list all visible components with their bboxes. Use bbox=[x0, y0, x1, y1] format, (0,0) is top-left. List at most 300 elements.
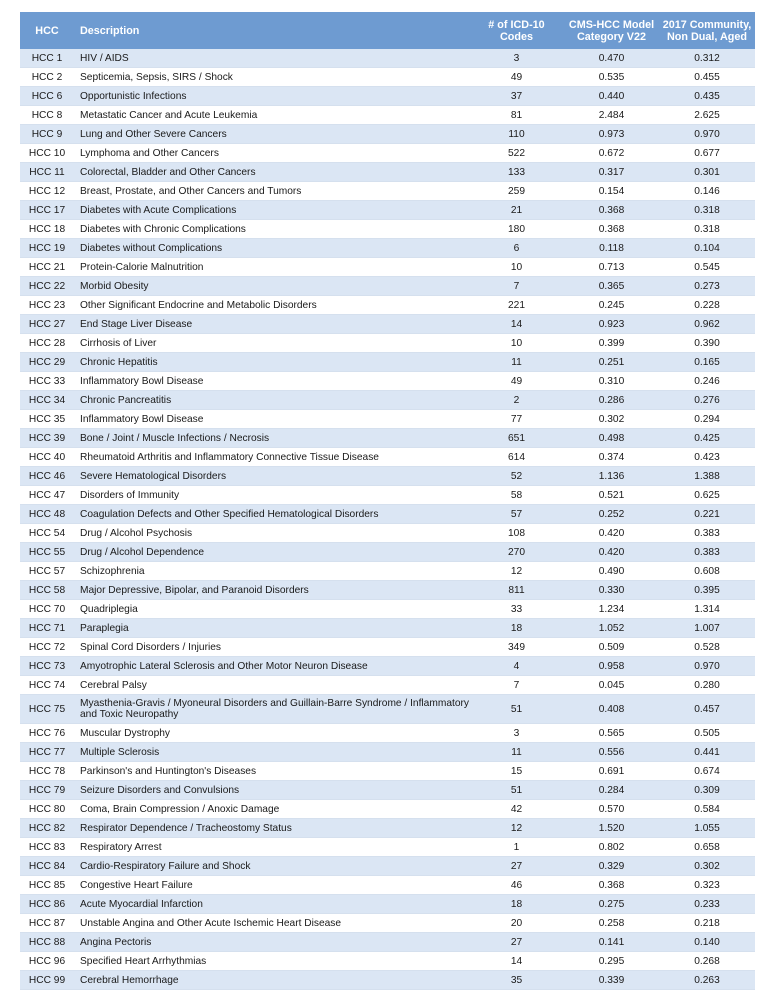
table-row bbox=[20, 914, 755, 933]
cell-2017: 0.268 bbox=[659, 952, 755, 971]
cell-icd10-codes: 522 bbox=[469, 144, 564, 163]
cell-description: Morbid Obesity bbox=[74, 277, 469, 296]
cell-2017: 0.302 bbox=[659, 857, 755, 876]
cell-2017: 0.425 bbox=[659, 429, 755, 448]
cell-icd10-codes: 15 bbox=[469, 762, 564, 781]
cell-hcc: HCC 74 bbox=[20, 676, 74, 695]
cell-description: Severe Hematological Disorders bbox=[74, 467, 469, 486]
cell-icd10-codes: 14 bbox=[469, 315, 564, 334]
cell-v22: 0.923 bbox=[564, 315, 659, 334]
cell-icd10-codes: 77 bbox=[469, 410, 564, 429]
cell-icd10-codes: 11 bbox=[469, 743, 564, 762]
table-row bbox=[20, 391, 755, 410]
cell-icd10-codes: 651 bbox=[469, 429, 564, 448]
cell-hcc: HCC 21 bbox=[20, 258, 74, 277]
cell-icd10-codes: 27 bbox=[469, 933, 564, 952]
cell-icd10-codes: 180 bbox=[469, 220, 564, 239]
cell-icd10-codes: 57 bbox=[469, 505, 564, 524]
table-row bbox=[20, 657, 755, 676]
table-body bbox=[20, 49, 755, 990]
header-2017 bbox=[659, 12, 755, 49]
cell-icd10-codes: 1 bbox=[469, 838, 564, 857]
cell-v22: 0.317 bbox=[564, 163, 659, 182]
cell-description: Lung and Other Severe Cancers bbox=[74, 125, 469, 144]
cell-v22: 0.141 bbox=[564, 933, 659, 952]
cell-description: Drug / Alcohol Dependence bbox=[74, 543, 469, 562]
cell-v22: 0.284 bbox=[564, 781, 659, 800]
table-row bbox=[20, 87, 755, 106]
cell-description: Myasthenia-Gravis / Myoneural Disorders and Guillain-Barre Syndrome / Inflammatory and Toxic Neuropathy bbox=[74, 695, 469, 724]
table-row bbox=[20, 952, 755, 971]
cell-icd10-codes: 35 bbox=[469, 971, 564, 990]
cell-icd10-codes: 2 bbox=[469, 391, 564, 410]
cell-icd10-codes: 3 bbox=[469, 724, 564, 743]
cell-v22: 0.118 bbox=[564, 239, 659, 258]
table-row bbox=[20, 258, 755, 277]
cell-v22: 0.302 bbox=[564, 410, 659, 429]
cell-2017: 0.246 bbox=[659, 372, 755, 391]
cell-2017: 0.273 bbox=[659, 277, 755, 296]
cell-v22: 0.490 bbox=[564, 562, 659, 581]
cell-hcc: HCC 11 bbox=[20, 163, 74, 182]
table-row bbox=[20, 581, 755, 600]
cell-hcc: HCC 96 bbox=[20, 952, 74, 971]
cell-description: Spinal Cord Disorders / Injuries bbox=[74, 638, 469, 657]
table-row bbox=[20, 372, 755, 391]
cell-icd10-codes: 10 bbox=[469, 334, 564, 353]
cell-icd10-codes: 10 bbox=[469, 258, 564, 277]
cell-hcc: HCC 77 bbox=[20, 743, 74, 762]
cell-2017: 0.545 bbox=[659, 258, 755, 277]
cell-hcc: HCC 27 bbox=[20, 315, 74, 334]
table-row bbox=[20, 334, 755, 353]
table-row bbox=[20, 49, 755, 68]
cell-icd10-codes: 20 bbox=[469, 914, 564, 933]
cell-hcc: HCC 18 bbox=[20, 220, 74, 239]
cell-hcc: HCC 88 bbox=[20, 933, 74, 952]
cell-2017: 0.233 bbox=[659, 895, 755, 914]
cell-v22: 1.234 bbox=[564, 600, 659, 619]
cell-v22: 0.420 bbox=[564, 524, 659, 543]
cell-2017: 0.301 bbox=[659, 163, 755, 182]
cell-description: Muscular Dystrophy bbox=[74, 724, 469, 743]
cell-icd10-codes: 27 bbox=[469, 857, 564, 876]
cell-description: Inflammatory Bowl Disease bbox=[74, 410, 469, 429]
table-row bbox=[20, 781, 755, 800]
cell-2017: 0.165 bbox=[659, 353, 755, 372]
table-row bbox=[20, 201, 755, 220]
table-row bbox=[20, 182, 755, 201]
cell-icd10-codes: 49 bbox=[469, 68, 564, 87]
table-row bbox=[20, 410, 755, 429]
cell-hcc: HCC 23 bbox=[20, 296, 74, 315]
cell-v22: 0.365 bbox=[564, 277, 659, 296]
table-row bbox=[20, 676, 755, 695]
cell-hcc: HCC 79 bbox=[20, 781, 74, 800]
cell-icd10-codes: 37 bbox=[469, 87, 564, 106]
cell-description: Breast, Prostate, and Other Cancers and Tumors bbox=[74, 182, 469, 201]
cell-description: Coma, Brain Compression / Anoxic Damage bbox=[74, 800, 469, 819]
cell-description: Bone / Joint / Muscle Infections / Necrosis bbox=[74, 429, 469, 448]
cell-v22: 0.368 bbox=[564, 201, 659, 220]
cell-2017: 0.970 bbox=[659, 657, 755, 676]
cell-description: Cardio-Respiratory Failure and Shock bbox=[74, 857, 469, 876]
cell-icd10-codes: 133 bbox=[469, 163, 564, 182]
cell-hcc: HCC 17 bbox=[20, 201, 74, 220]
table-row bbox=[20, 505, 755, 524]
cell-v22: 0.245 bbox=[564, 296, 659, 315]
table-row bbox=[20, 296, 755, 315]
cell-2017: 0.323 bbox=[659, 876, 755, 895]
cell-v22: 0.368 bbox=[564, 876, 659, 895]
cell-v22: 0.339 bbox=[564, 971, 659, 990]
cell-icd10-codes: 3 bbox=[469, 49, 564, 68]
cell-icd10-codes: 51 bbox=[469, 695, 564, 724]
cell-2017: 0.970 bbox=[659, 125, 755, 144]
header-hcc: HCC bbox=[35, 24, 59, 37]
cell-v22: 2.484 bbox=[564, 106, 659, 125]
cell-icd10-codes: 51 bbox=[469, 781, 564, 800]
cell-v22: 0.420 bbox=[564, 543, 659, 562]
cell-v22: 1.136 bbox=[564, 467, 659, 486]
cell-description: Angina Pectoris bbox=[74, 933, 469, 952]
cell-v22: 0.556 bbox=[564, 743, 659, 762]
cell-hcc: HCC 70 bbox=[20, 600, 74, 619]
cell-hcc: HCC 34 bbox=[20, 391, 74, 410]
cell-v22: 1.520 bbox=[564, 819, 659, 838]
cell-2017: 0.658 bbox=[659, 838, 755, 857]
cell-hcc: HCC 80 bbox=[20, 800, 74, 819]
cell-hcc: HCC 58 bbox=[20, 581, 74, 600]
cell-icd10-codes: 108 bbox=[469, 524, 564, 543]
table-row bbox=[20, 724, 755, 743]
cell-description: Drug / Alcohol Psychosis bbox=[74, 524, 469, 543]
cell-2017: 0.383 bbox=[659, 543, 755, 562]
cell-icd10-codes: 18 bbox=[469, 619, 564, 638]
table-row bbox=[20, 619, 755, 638]
cell-icd10-codes: 52 bbox=[469, 467, 564, 486]
cell-v22: 0.368 bbox=[564, 220, 659, 239]
cell-description: Chronic Pancreatitis bbox=[74, 391, 469, 410]
header-2017-text: 2017 Community, Non Dual, Aged bbox=[662, 18, 752, 43]
cell-description: Diabetes without Complications bbox=[74, 239, 469, 258]
cell-description: Opportunistic Infections bbox=[74, 87, 469, 106]
cell-description: Parkinson's and Huntington's Diseases bbox=[74, 762, 469, 781]
header-icd10-codes-text: # of ICD-10 Codes bbox=[488, 18, 545, 43]
cell-v22: 0.713 bbox=[564, 258, 659, 277]
cell-description: Congestive Heart Failure bbox=[74, 876, 469, 895]
cell-description: Amyotrophic Lateral Sclerosis and Other Motor Neuron Disease bbox=[74, 657, 469, 676]
cell-v22: 0.521 bbox=[564, 486, 659, 505]
cell-2017: 2.625 bbox=[659, 106, 755, 125]
cell-2017: 0.218 bbox=[659, 914, 755, 933]
table-row bbox=[20, 933, 755, 952]
cell-2017: 0.441 bbox=[659, 743, 755, 762]
cell-v22: 0.374 bbox=[564, 448, 659, 467]
cell-2017: 0.962 bbox=[659, 315, 755, 334]
cell-hcc: HCC 86 bbox=[20, 895, 74, 914]
cell-2017: 0.318 bbox=[659, 201, 755, 220]
table-header bbox=[20, 12, 755, 49]
cell-hcc: HCC 22 bbox=[20, 277, 74, 296]
hcc-table bbox=[20, 12, 755, 990]
table-row bbox=[20, 239, 755, 258]
cell-icd10-codes: 12 bbox=[469, 562, 564, 581]
cell-icd10-codes: 349 bbox=[469, 638, 564, 657]
cell-2017: 0.318 bbox=[659, 220, 755, 239]
cell-description: Chronic Hepatitis bbox=[74, 353, 469, 372]
header-description: Description bbox=[80, 24, 140, 37]
cell-hcc: HCC 10 bbox=[20, 144, 74, 163]
cell-hcc: HCC 54 bbox=[20, 524, 74, 543]
cell-2017: 0.280 bbox=[659, 676, 755, 695]
cell-2017: 0.608 bbox=[659, 562, 755, 581]
cell-icd10-codes: 221 bbox=[469, 296, 564, 315]
cell-description: Diabetes with Acute Complications bbox=[74, 201, 469, 220]
header-v22 bbox=[564, 12, 659, 49]
cell-2017: 0.390 bbox=[659, 334, 755, 353]
cell-description: Paraplegia bbox=[74, 619, 469, 638]
cell-v22: 0.408 bbox=[564, 695, 659, 724]
cell-v22: 0.565 bbox=[564, 724, 659, 743]
cell-icd10-codes: 110 bbox=[469, 125, 564, 144]
table-row bbox=[20, 486, 755, 505]
cell-description: Cirrhosis of Liver bbox=[74, 334, 469, 353]
cell-description: Respirator Dependence / Tracheostomy Status bbox=[74, 819, 469, 838]
table-row bbox=[20, 638, 755, 657]
table-row bbox=[20, 971, 755, 990]
cell-hcc: HCC 39 bbox=[20, 429, 74, 448]
cell-description: Metastatic Cancer and Acute Leukemia bbox=[74, 106, 469, 125]
table-row bbox=[20, 68, 755, 87]
cell-description: Major Depressive, Bipolar, and Paranoid Disorders bbox=[74, 581, 469, 600]
cell-v22: 0.958 bbox=[564, 657, 659, 676]
cell-description: Protein-Calorie Malnutrition bbox=[74, 258, 469, 277]
cell-2017: 0.312 bbox=[659, 49, 755, 68]
table-row bbox=[20, 353, 755, 372]
table-row bbox=[20, 838, 755, 857]
table-row bbox=[20, 857, 755, 876]
cell-hcc: HCC 99 bbox=[20, 971, 74, 990]
cell-hcc: HCC 28 bbox=[20, 334, 74, 353]
table-row bbox=[20, 448, 755, 467]
table-row bbox=[20, 762, 755, 781]
cell-2017: 0.221 bbox=[659, 505, 755, 524]
cell-v22: 0.258 bbox=[564, 914, 659, 933]
cell-description: Multiple Sclerosis bbox=[74, 743, 469, 762]
cell-hcc: HCC 29 bbox=[20, 353, 74, 372]
cell-2017: 1.314 bbox=[659, 600, 755, 619]
cell-icd10-codes: 21 bbox=[469, 201, 564, 220]
cell-2017: 0.435 bbox=[659, 87, 755, 106]
cell-2017: 0.383 bbox=[659, 524, 755, 543]
cell-v22: 0.286 bbox=[564, 391, 659, 410]
cell-v22: 0.570 bbox=[564, 800, 659, 819]
table-row bbox=[20, 125, 755, 144]
cell-icd10-codes: 270 bbox=[469, 543, 564, 562]
cell-v22: 0.691 bbox=[564, 762, 659, 781]
cell-description: Other Significant Endocrine and Metabolic Disorders bbox=[74, 296, 469, 315]
cell-hcc: HCC 83 bbox=[20, 838, 74, 857]
cell-v22: 0.275 bbox=[564, 895, 659, 914]
cell-v22: 0.330 bbox=[564, 581, 659, 600]
cell-description: Inflammatory Bowl Disease bbox=[74, 372, 469, 391]
cell-2017: 0.528 bbox=[659, 638, 755, 657]
cell-description: Unstable Angina and Other Acute Ischemic Heart Disease bbox=[74, 914, 469, 933]
cell-description: Colorectal, Bladder and Other Cancers bbox=[74, 163, 469, 182]
cell-description: Schizophrenia bbox=[74, 562, 469, 581]
cell-2017: 0.140 bbox=[659, 933, 755, 952]
cell-hcc: HCC 82 bbox=[20, 819, 74, 838]
cell-hcc: HCC 73 bbox=[20, 657, 74, 676]
cell-v22: 1.052 bbox=[564, 619, 659, 638]
table-row bbox=[20, 277, 755, 296]
cell-v22: 0.251 bbox=[564, 353, 659, 372]
table-row bbox=[20, 543, 755, 562]
cell-hcc: HCC 46 bbox=[20, 467, 74, 486]
table-row bbox=[20, 743, 755, 762]
cell-description: End Stage Liver Disease bbox=[74, 315, 469, 334]
cell-hcc: HCC 1 bbox=[20, 49, 74, 68]
cell-2017: 0.584 bbox=[659, 800, 755, 819]
cell-description: Respiratory Arrest bbox=[74, 838, 469, 857]
cell-hcc: HCC 19 bbox=[20, 239, 74, 258]
table-row bbox=[20, 562, 755, 581]
cell-hcc: HCC 57 bbox=[20, 562, 74, 581]
cell-hcc: HCC 35 bbox=[20, 410, 74, 429]
cell-description: Disorders of Immunity bbox=[74, 486, 469, 505]
cell-2017: 1.007 bbox=[659, 619, 755, 638]
cell-description: Septicemia, Sepsis, SIRS / Shock bbox=[74, 68, 469, 87]
cell-hcc: HCC 84 bbox=[20, 857, 74, 876]
cell-v22: 0.329 bbox=[564, 857, 659, 876]
cell-v22: 0.310 bbox=[564, 372, 659, 391]
cell-icd10-codes: 49 bbox=[469, 372, 564, 391]
cell-hcc: HCC 72 bbox=[20, 638, 74, 657]
cell-icd10-codes: 7 bbox=[469, 277, 564, 296]
cell-description: Diabetes with Chronic Complications bbox=[74, 220, 469, 239]
cell-description: Coagulation Defects and Other Specified Hematological Disorders bbox=[74, 505, 469, 524]
table-row bbox=[20, 467, 755, 486]
cell-2017: 0.104 bbox=[659, 239, 755, 258]
table-row bbox=[20, 429, 755, 448]
cell-v22: 0.399 bbox=[564, 334, 659, 353]
cell-hcc: HCC 55 bbox=[20, 543, 74, 562]
cell-icd10-codes: 58 bbox=[469, 486, 564, 505]
cell-2017: 0.395 bbox=[659, 581, 755, 600]
cell-description: Cerebral Hemorrhage bbox=[74, 971, 469, 990]
table-row bbox=[20, 695, 755, 724]
cell-icd10-codes: 11 bbox=[469, 353, 564, 372]
table-row bbox=[20, 819, 755, 838]
cell-hcc: HCC 33 bbox=[20, 372, 74, 391]
cell-hcc: HCC 6 bbox=[20, 87, 74, 106]
cell-icd10-codes: 6 bbox=[469, 239, 564, 258]
cell-2017: 0.625 bbox=[659, 486, 755, 505]
cell-icd10-codes: 42 bbox=[469, 800, 564, 819]
cell-description: Lymphoma and Other Cancers bbox=[74, 144, 469, 163]
cell-2017: 0.294 bbox=[659, 410, 755, 429]
cell-2017: 0.455 bbox=[659, 68, 755, 87]
cell-hcc: HCC 40 bbox=[20, 448, 74, 467]
table-row bbox=[20, 895, 755, 914]
cell-2017: 0.263 bbox=[659, 971, 755, 990]
cell-icd10-codes: 259 bbox=[469, 182, 564, 201]
cell-hcc: HCC 9 bbox=[20, 125, 74, 144]
cell-v22: 0.440 bbox=[564, 87, 659, 106]
cell-v22: 0.252 bbox=[564, 505, 659, 524]
cell-hcc: HCC 2 bbox=[20, 68, 74, 87]
cell-v22: 0.535 bbox=[564, 68, 659, 87]
cell-description: Rheumatoid Arthritis and Inflammatory Connective Tissue Disease bbox=[74, 448, 469, 467]
cell-icd10-codes: 14 bbox=[469, 952, 564, 971]
cell-icd10-codes: 12 bbox=[469, 819, 564, 838]
cell-hcc: HCC 8 bbox=[20, 106, 74, 125]
cell-hcc: HCC 48 bbox=[20, 505, 74, 524]
cell-v22: 0.295 bbox=[564, 952, 659, 971]
cell-2017: 0.677 bbox=[659, 144, 755, 163]
header-v22-text: CMS-HCC Model Category V22 bbox=[568, 18, 655, 43]
cell-icd10-codes: 46 bbox=[469, 876, 564, 895]
cell-hcc: HCC 78 bbox=[20, 762, 74, 781]
cell-2017: 0.276 bbox=[659, 391, 755, 410]
cell-2017: 1.055 bbox=[659, 819, 755, 838]
cell-hcc: HCC 76 bbox=[20, 724, 74, 743]
cell-description: Acute Myocardial Infarction bbox=[74, 895, 469, 914]
cell-2017: 0.674 bbox=[659, 762, 755, 781]
cell-v22: 0.045 bbox=[564, 676, 659, 695]
cell-hcc: HCC 12 bbox=[20, 182, 74, 201]
hcc-table-container bbox=[20, 12, 755, 990]
cell-description: Specified Heart Arrhythmias bbox=[74, 952, 469, 971]
cell-hcc: HCC 75 bbox=[20, 695, 74, 724]
table-row bbox=[20, 315, 755, 334]
cell-v22: 0.498 bbox=[564, 429, 659, 448]
table-row bbox=[20, 800, 755, 819]
table-row bbox=[20, 600, 755, 619]
cell-hcc: HCC 71 bbox=[20, 619, 74, 638]
cell-description: Quadriplegia bbox=[74, 600, 469, 619]
table-row bbox=[20, 876, 755, 895]
cell-v22: 0.802 bbox=[564, 838, 659, 857]
cell-icd10-codes: 4 bbox=[469, 657, 564, 676]
cell-icd10-codes: 33 bbox=[469, 600, 564, 619]
cell-icd10-codes: 81 bbox=[469, 106, 564, 125]
cell-description: Cerebral Palsy bbox=[74, 676, 469, 695]
table-row bbox=[20, 163, 755, 182]
cell-v22: 0.672 bbox=[564, 144, 659, 163]
table-row bbox=[20, 106, 755, 125]
cell-hcc: HCC 87 bbox=[20, 914, 74, 933]
cell-2017: 0.309 bbox=[659, 781, 755, 800]
table-row bbox=[20, 220, 755, 239]
cell-2017: 1.388 bbox=[659, 467, 755, 486]
cell-icd10-codes: 811 bbox=[469, 581, 564, 600]
cell-icd10-codes: 7 bbox=[469, 676, 564, 695]
header-row bbox=[20, 12, 755, 49]
cell-v22: 0.973 bbox=[564, 125, 659, 144]
cell-2017: 0.423 bbox=[659, 448, 755, 467]
cell-2017: 0.505 bbox=[659, 724, 755, 743]
cell-hcc: HCC 47 bbox=[20, 486, 74, 505]
table-row bbox=[20, 144, 755, 163]
cell-icd10-codes: 614 bbox=[469, 448, 564, 467]
cell-v22: 0.509 bbox=[564, 638, 659, 657]
cell-v22: 0.470 bbox=[564, 49, 659, 68]
cell-v22: 0.154 bbox=[564, 182, 659, 201]
cell-2017: 0.457 bbox=[659, 695, 755, 724]
cell-description: Seizure Disorders and Convulsions bbox=[74, 781, 469, 800]
